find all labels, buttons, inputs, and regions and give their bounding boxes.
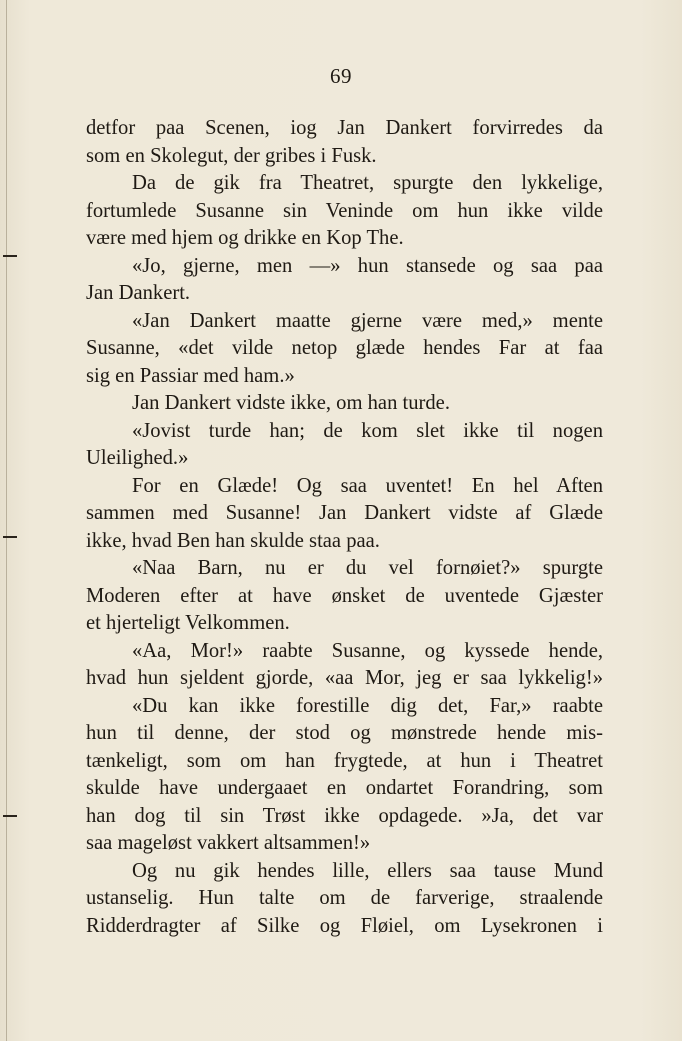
text-line: «Du kan ikke forestille dig det, Far,» raabte bbox=[132, 694, 603, 717]
text-line: Jan Dankert vidste ikke, om han turde. bbox=[132, 392, 450, 414]
text-line: Uleilighed.» bbox=[86, 447, 189, 469]
text-line: «Aa, Mor!» raabte Susanne, og kyssede hende, bbox=[132, 639, 603, 662]
text-line: hvad hun sjeldent gjorde, «aa Mor, jeg er saa lykkelig!» bbox=[86, 667, 603, 689]
text-line: Jan Dankert. bbox=[86, 282, 191, 304]
margin-mark bbox=[3, 815, 17, 817]
body-text bbox=[86, 115, 603, 940]
text-line: et hjerteligt Velkommen. bbox=[86, 612, 290, 634]
page-number: 69 bbox=[330, 64, 352, 88]
text-line: Ridderdragter af Silke og Fløiel, om Lysekronen i bbox=[86, 914, 603, 937]
text-line: Og nu gik hendes lille, ellers saa tause Mund bbox=[132, 859, 603, 882]
text-line: hun til denne, der stod og mønstrede hende mis- bbox=[86, 722, 603, 744]
text-line: Susanne, «det vilde netop glæde hendes Far at faa bbox=[86, 337, 603, 359]
text-line: sig en Passiar med ham.» bbox=[86, 364, 295, 387]
binding-edge bbox=[6, 0, 7, 1041]
text-line: ustanselig. Hun talte om de farverige, straalende bbox=[86, 887, 603, 909]
text-line: «Jan Dankert maatte gjerne være med,» mente bbox=[132, 309, 603, 332]
text-line: sammen med Susanne! Jan Dankert vidste af Glæde bbox=[86, 502, 603, 524]
text-line: ikke, hvad Ben han skulde staa paa. bbox=[86, 529, 380, 552]
text-line: Moderen efter at have ønsket de uventede Gjæster bbox=[86, 584, 603, 607]
text-line: saa mageløst vakkert altsammen!» bbox=[86, 832, 371, 854]
text-line: detfor paa Scenen, iog Jan Dankert forvirredes da bbox=[86, 117, 603, 139]
text-line: skulde have undergaaet en ondartet Forandring, som bbox=[86, 777, 603, 799]
text-line: tænkeligt, som om han frygtede, at hun i Theatret bbox=[86, 749, 603, 772]
text-line: For en Glæde! Og saa uventet! En hel Aften bbox=[132, 474, 603, 497]
text-line: han dog til sin Trøst ikke opdagede. »Ja, det var bbox=[86, 804, 603, 827]
margin-mark bbox=[3, 255, 17, 257]
text-line: Da de gik fra Theatret, spurgte den lykkelige, bbox=[132, 172, 603, 194]
text-line: som en Skolegut, der gribes i Fusk. bbox=[86, 144, 377, 167]
text-line: være med hjem og drikke en Kop The. bbox=[86, 227, 404, 249]
text-line: «Naa Barn, nu er du vel fornøiet?» spurgte bbox=[132, 557, 603, 579]
margin-mark bbox=[3, 536, 17, 538]
text-line: «Jo, gjerne, men —» hun stansede og saa paa bbox=[132, 254, 603, 277]
text-line: «Jovist turde han; de kom slet ikke til nogen bbox=[132, 419, 603, 442]
text-line: fortumlede Susanne sin Veninde om hun ikke vilde bbox=[86, 199, 603, 222]
